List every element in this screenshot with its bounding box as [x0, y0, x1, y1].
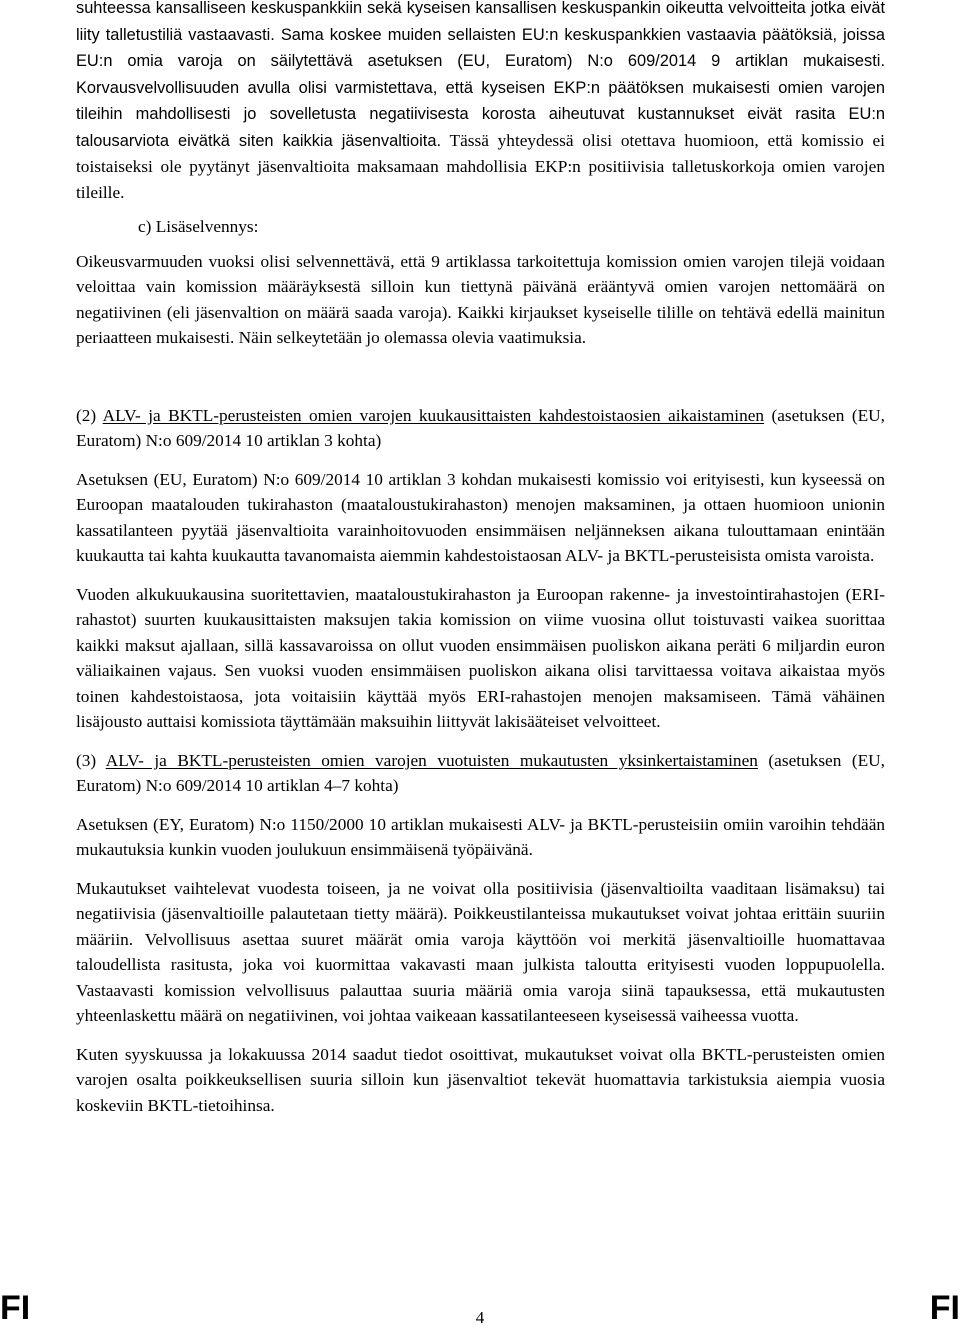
paragraph-text: Oikeusvarmuuden vuoksi olisi selvennettävä, että 9 artiklassa tarkoitettuja komission omien varojen tilejä voidaan veloittaa vain komission määräyksestä silloin kun tiettynä päivänä erääntyvä omien varojen nettomäärä on negatiivinen (eli jäsenvaltion on määrä saada varoja). Kaikki kirjaukset kyseiselle tilille on tehtävä edellä mainitun periaatteen mukaisesti. Näin selkeytetään jo olemassa olevia vaatimuksia. [76, 251, 885, 347]
section-label-c [138, 214, 885, 240]
footer-language-left: FI [0, 1289, 31, 1327]
paragraph-text: Vuoden alkukuukausina suoritettavien, maataloustukirahaston ja Euroopan rakenne- ja investointirahastojen (ERI-rahastot) suurten kuukausittaisten maksujen takia komission on viime vuosina ollut toistuvasti vaikea suorittaa kaikki maksut ajallaan, sillä kassavaroissa on ollut vuoden ensimmäisen puoliskon aikana peräti 6 miljardin euron väliaikainen vajaus. Sen vuoksi vuoden ensimmäisen puoliskon aikana olisi tarvittaessa voitava aikaistaa myös toinen kahdestoistaosa, jota voitaisiin käyttää myös ERI-rahastojen menojen maksamiseen. Tämä vähäinen lisäjousto auttaisi komissiota täyttämään maksuihin liittyvät lakisääteiset velvoitteet. [76, 584, 885, 731]
paragraph-adjustments [76, 876, 885, 1029]
paragraph-lead-text: suhteessa kansalliseen keskuspankkiin sekä kyseisen kansallisen keskuspankin oikeutta velvoitteita jotka eivät liity talletustiliä vastaavasti. Sama koskee muiden sellaisten EU:n keskuspankkien vastaavia päätöksiä, joissa EU:n omia varoja on säilytettävä asetuksen (EU, Euratom) N:o 609/2014 9 artiklan mukaisesti. [76, 0, 885, 70]
section-title: ALV- ja BKTL-perusteisten omien varojen kuukausittaisten kahdestoistaosien aikaistaminen [102, 405, 765, 425]
heading-section-3 [76, 748, 885, 799]
section-reference: (asetuksen (EU, Euratom) N:o 609/2014 10 artiklan 4–7 kohta) [76, 750, 885, 795]
paragraph-eu-central-banks [76, 0, 885, 205]
label-c-text: c) Lisäselvennys: [138, 217, 259, 236]
paragraph-article-10-3 [76, 467, 885, 569]
paragraph-text: Asetuksen (EY, Euratom) N:o 1150/2000 10 artiklan mukaisesti ALV- ja BKTL-perusteisiin omiin varoihin tehdään mukautuksia kunkin vuoden joulukuun ensimmäisenä työpäivänä. [76, 814, 885, 859]
heading-section-2 [76, 403, 885, 454]
paragraph-legal-certainty [76, 249, 885, 351]
section-reference: (asetuksen (EU, Euratom) N:o 609/2014 10 artiklan 3 kohta) [76, 405, 885, 450]
page-number: 4 [475, 1308, 485, 1327]
paragraph-text: Asetuksen (EU, Euratom) N:o 609/2014 10 artiklan 3 kohdan mukaisesti komissio voi erityisesti, kun kyseessä on Euroopan maatalouden tukirahaston (maataloustukirahaston) menojen maksaminen, ja ottaen huomioon unionin kassatilanteen pyytää jäsenvaltioita varainhoitovuoden ensimmäisen neljänneksen aikana tulouttamaan enintään kuukautta tai kahta kuukautta tavanomaista aiemmin kahdestoistaosan ALV- ja BKTL-perusteisista omista varoista. [76, 469, 885, 565]
paragraph-tail-text: Tässä yhteydessä olisi otettava huomioon, että komissio ei toistaiseksi ole pyytänyt jäsenvaltioita maksamaan mahdollisia EKP:n positiivisia talletuskorkoja omien varojen tileille. [76, 130, 885, 202]
paragraph-text: Kuten syyskuussa ja lokakuussa 2014 saadut tiedot osoittivat, mukautukset voivat olla BKTL-perusteisten omien varojen osalta poikkeuksellisen suuria silloin kun jäsenvaltiot tekevät huomattavia tarkistuksia aiempia vuosia koskeviin BKTL-tietoihinsa. [76, 1044, 885, 1115]
paragraph-monthly-payments [76, 582, 885, 735]
footer-language-right: FI [929, 1289, 960, 1327]
section-title: ALV- ja BKTL-perusteisten omien varojen vuotuisten mukautusten yksinkertaistaminen [105, 750, 758, 770]
paragraph-regulation-1150 [76, 812, 885, 863]
section-number: (2) [76, 405, 103, 425]
paragraph-2014-data [76, 1042, 885, 1119]
section-number: (3) [76, 750, 106, 770]
paragraph-text: Mukautukset vaihtelevat vuodesta toiseen, ja ne voivat olla positiivisia (jäsenvaltioilta vaaditaan lisämaksu) tai negatiivisia (jäsenvaltioille palautetaan tietty määrä). Poikkeustilanteissa mukautukset voivat johtaa erittäin suuriin määriin. Velvollisuus asettaa suuret määrät omia varoja käyttöön voi merkitä jäsenvaltioille huomattavaa taloudellista rasitusta, joka voi kuormittaa vakavasti maan julkista taloutta erityisesti vuoden loppupuolella. Vastaavasti komission velvollisuus palauttaa suuria määriä omia varoja siinä tapauksessa, että mukautusten yhteenlaskettu määrä on negatiivinen, voi johtaa vaikeaan kassatilanteeseen kyseisessä vaiheessa vuotta. [76, 878, 885, 1025]
document-body [76, 0, 885, 1118]
paragraph-compensation-text: Korvausvelvollisuuden avulla olisi varmistettava, että kyseisen EKP:n päätöksen mukaisesti omien varojen tileihin mahdollisesti jo sovelletusta negatiivisesta korosta aiheutuvat kustannukset eivät rasita EU:n talousarviota eivätkä siten kaikkia jäsenvaltioita. [76, 78, 885, 150]
